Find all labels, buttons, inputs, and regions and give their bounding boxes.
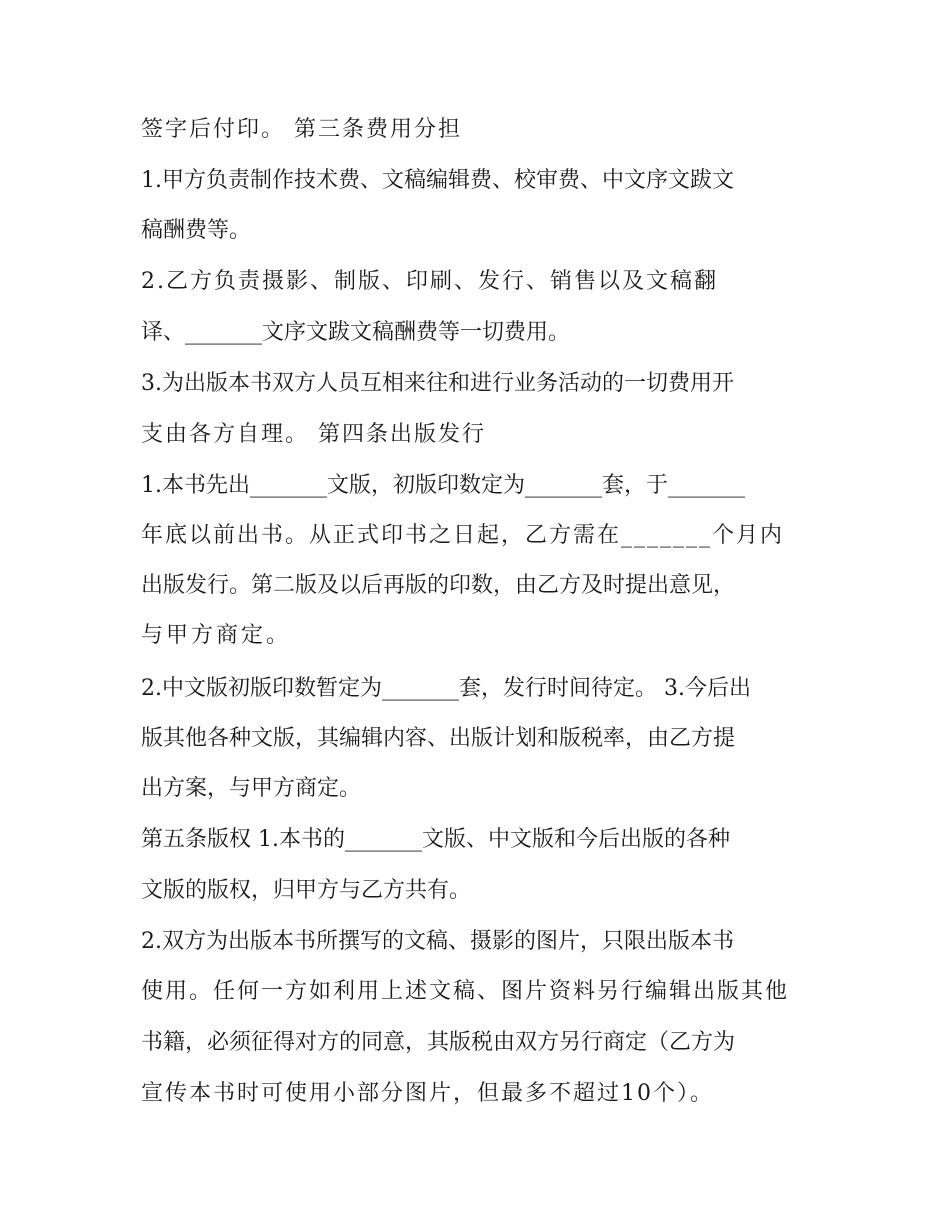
text-line: 1.本书先出_______文版，初版印数定为_______套，于_______ <box>141 473 745 498</box>
text-line: 版其他各种文版，其编辑内容、出版计划和版税率，由乙方提 <box>141 726 736 751</box>
text-line: 使用。任何一方如利用上述文稿、图片资料另行编辑出版其他 <box>141 979 790 1004</box>
text-line: 2.双方为出版本书所撰写的文稿、摄影的图片，只限出版本书 <box>141 929 734 954</box>
text-line: 文版的版权，归甲方与乙方共有。 <box>141 878 472 903</box>
text-line: 年底以前出书。从正式印书之日起，乙方需在_______个月内 <box>141 523 785 548</box>
text-line: 出版发行。第二版及以后再版的印数，由乙方及时提出意见， <box>141 573 736 598</box>
text-line: 支由各方自理。 第四条出版发行 <box>141 422 486 447</box>
text-line: 3.为出版本书双方人员互相来往和进行业务活动的一切费用开 <box>141 371 734 396</box>
text-line: 与甲方商定。 <box>141 623 292 648</box>
text-line: 2.中文版初版印数暂定为_______套，发行时间待定。 3.今后出 <box>141 676 751 701</box>
text-line: 1.甲方负责制作技术费、文稿编辑费、校审费、中文序文跋文 <box>141 168 734 193</box>
text-line: 出方案，与甲方商定。 <box>141 776 362 801</box>
text-line: 稿酬费等。 <box>141 218 252 243</box>
text-line: 译、_______文序文跋文稿酬费等一切费用。 <box>141 320 571 345</box>
text-line: 签字后付印。 第三条费用分担 <box>141 117 462 142</box>
text-line: 2.乙方负责摄影、制版、印刷、发行、销售以及文稿翻 <box>141 269 718 294</box>
text-line: 第五条版权 1.本书的_______文版、中文版和今后出版的各种 <box>141 827 730 852</box>
text-line: 书籍，必须征得对方的同意，其版税由双方另行商定（乙方为 <box>141 1030 736 1055</box>
text-line: 宣传本书时可使用小部分图片，但最多不超过10个）。 <box>141 1081 714 1106</box>
